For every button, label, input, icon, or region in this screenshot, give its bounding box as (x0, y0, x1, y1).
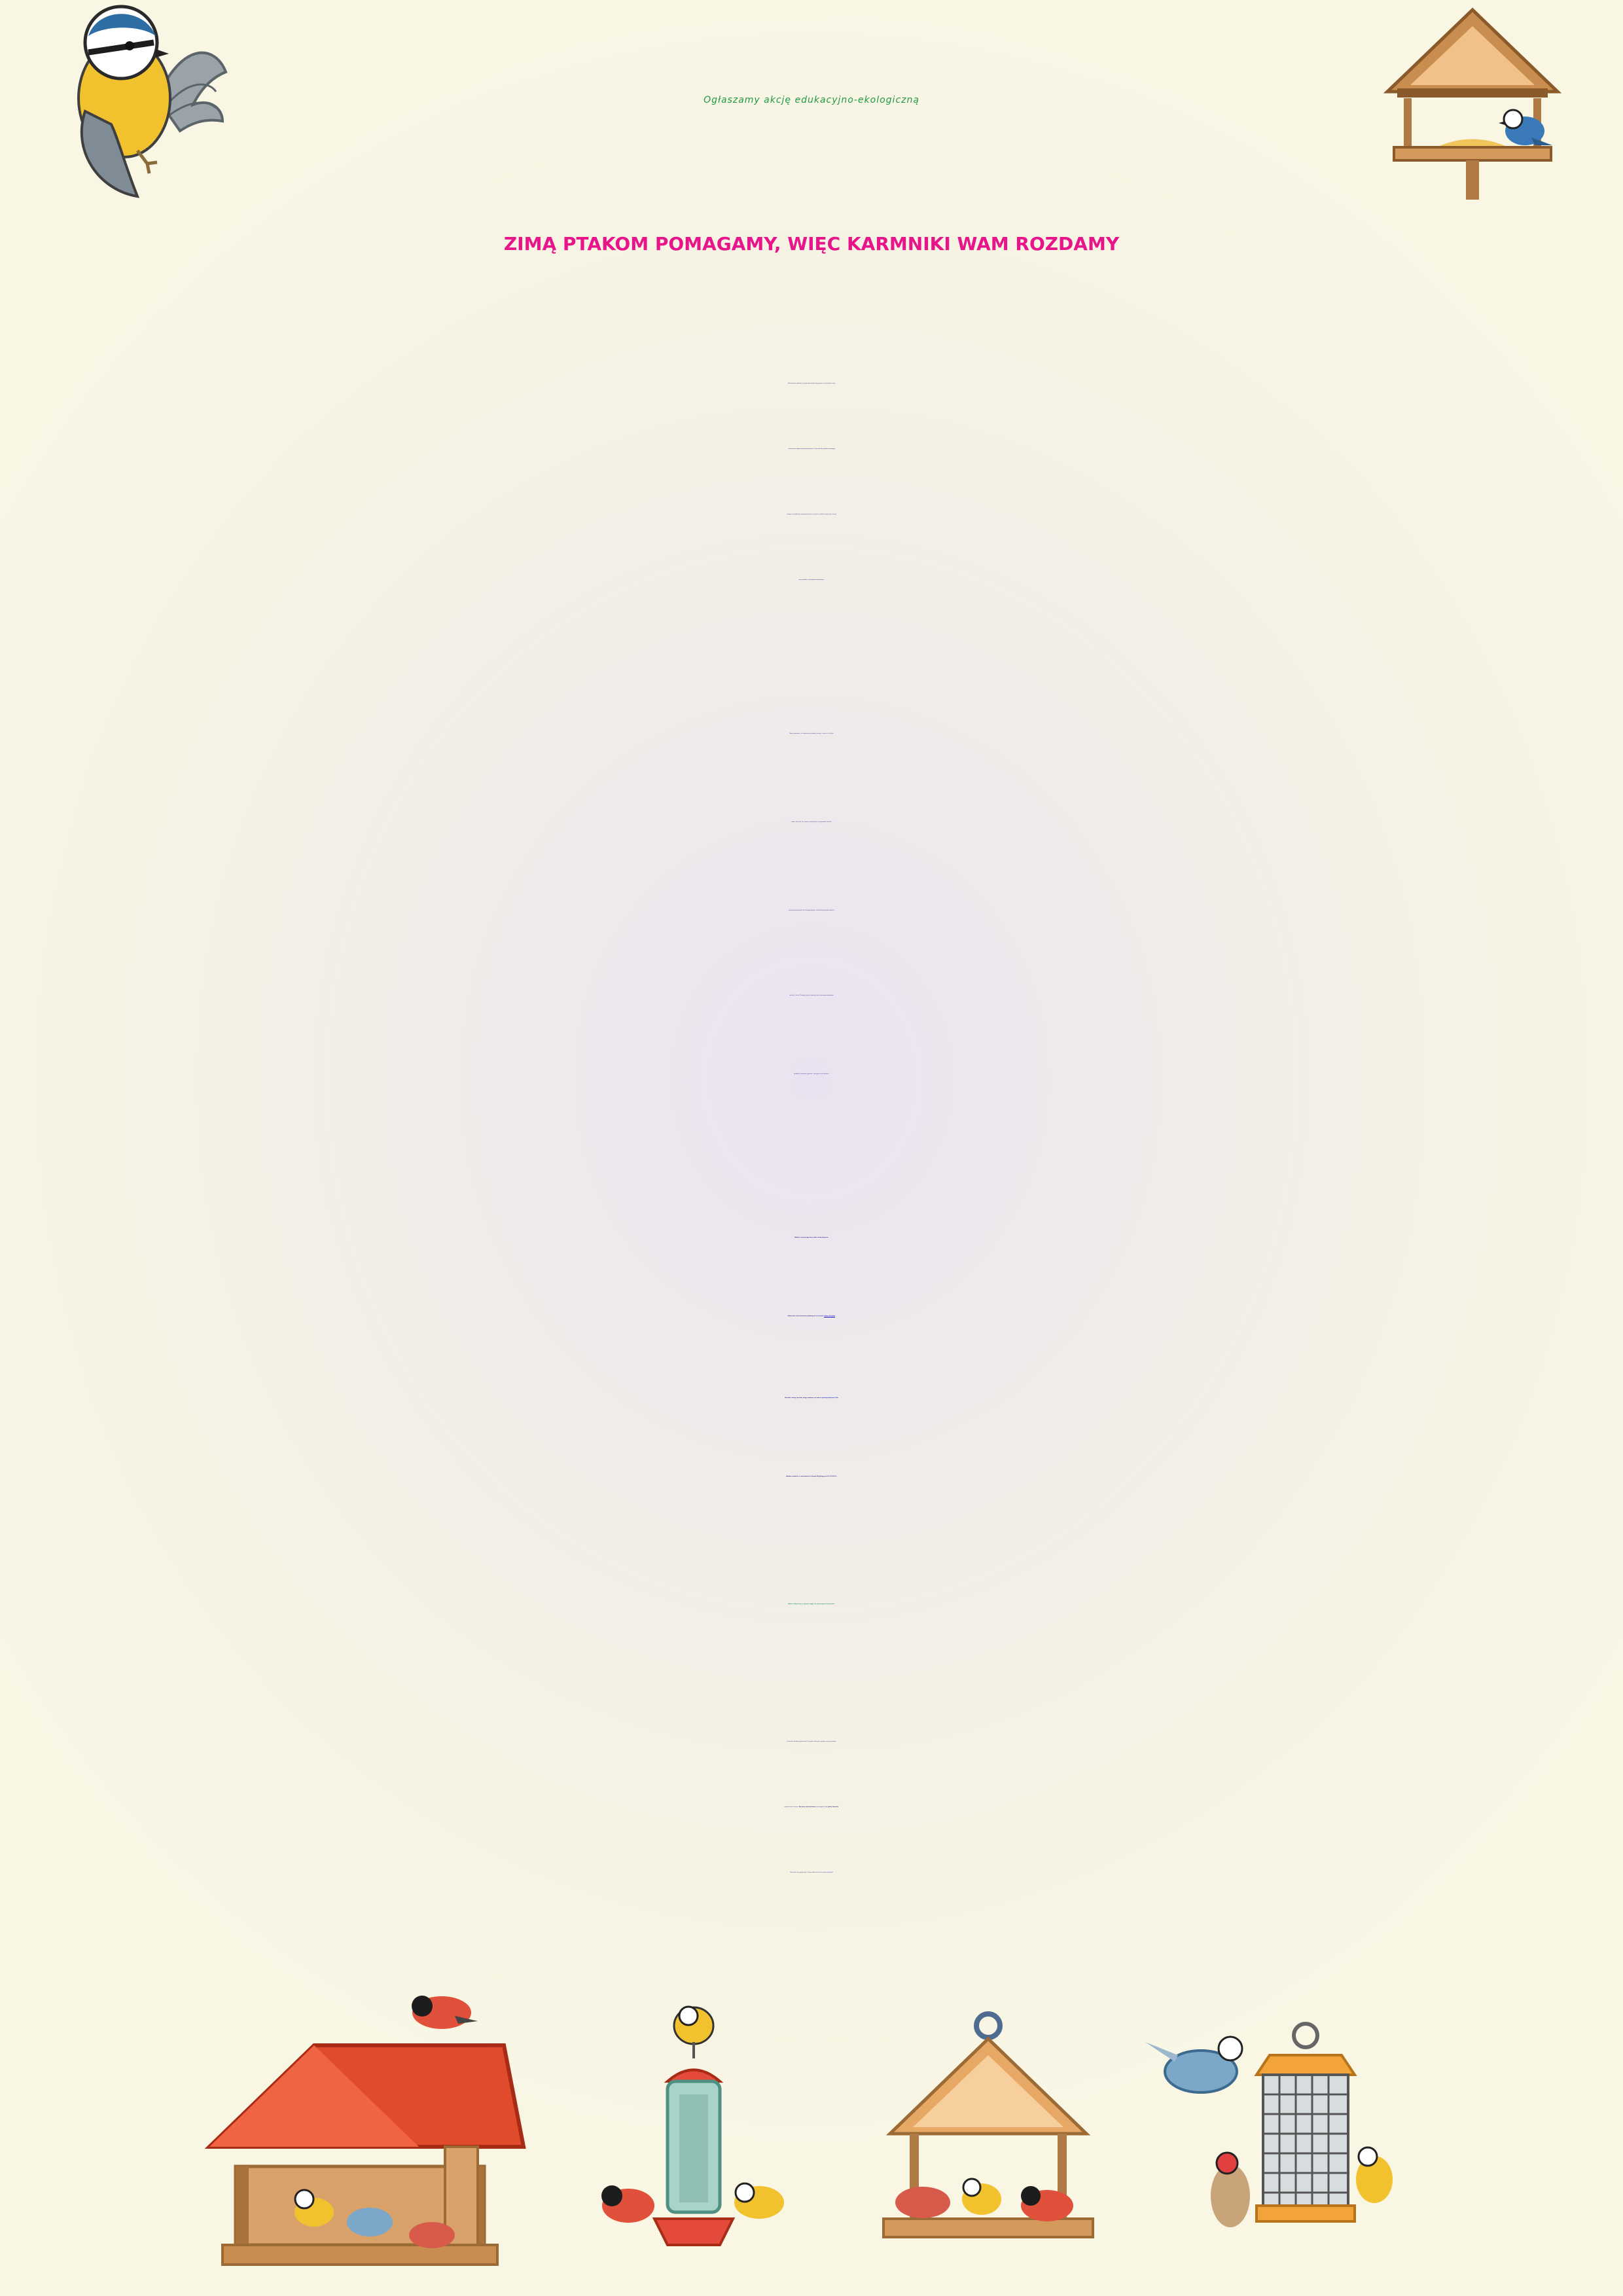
eligibility-line: Udział w akcji mogą brać tylko osoby fizyczne, (794, 1237, 829, 1238)
paragraph-line: przyzwyczaimy ptaki do naszego ogrodu, odwiedzać go będą również (789, 910, 834, 911)
recruitment-line: Nabór odbywa się w sposób ciągły, do wyczerpania karmników. (788, 1604, 835, 1605)
website-link[interactable]: www.strykow.pl (823, 1872, 833, 1873)
limits-bold-text: jeden karmnik (827, 1806, 838, 1808)
tube-feeder-icon (576, 1996, 812, 2265)
period-text: . (834, 1316, 836, 1317)
limits-bold-text: Na daną nieruchomość (798, 1806, 816, 1808)
area-text: na terenie (815, 1316, 825, 1317)
gmina-link[interactable]: Gminy Stryków (824, 1316, 835, 1317)
paragraph-line: dobry uczynek, ale również inwestycja na przyszłość. Bo jeśli (791, 821, 832, 823)
eligibility-line: składać osobiście w sekretariacie Urzędu Miejskiego od 01.10.2024 r. (785, 1476, 838, 1477)
eligibility-line (0, 1397, 1623, 1399)
paragraph-line: wiosną i latem. Pomogą chronić uprawy oraz zmniejszyć populację (789, 995, 834, 996)
paragraph-line: Dokarmianie ptaków to wspaniała okazja, aby pomóc im przetrwać zimę (787, 383, 836, 384)
eligibility-text: właściciele nieruchomości położonych (787, 1316, 816, 1317)
birdhouse-feeder-icon (196, 1996, 537, 2271)
email-or-text: lub (835, 1397, 838, 1399)
platform-feeder-icon (857, 2009, 1119, 2265)
email-link[interactable]: stykow@strykow.pl (821, 1397, 836, 1399)
email-intro-text: Wnioski należy przesłać drogą mailową na adres (785, 1397, 821, 1399)
limits-text: przysługuje tylko (815, 1806, 828, 1808)
eligibility-line (0, 1316, 1623, 1317)
paragraph-line: Warto pamiętać, że dokarmianie ptaków jesienią i zimą to nie tylko (789, 733, 834, 734)
limits-text: . (838, 1806, 839, 1808)
cage-feeder-icon (1139, 2016, 1414, 2278)
limits-text: Pozostałe szczegóły akcji i wzory dokumentów na (790, 1872, 823, 1873)
limits-line: Liczba karmników ograniczona! Decyduje kolejność wpływu oraz pozytywne (786, 1741, 837, 1742)
main-headline: ZIMĄ PTAKOM POMAGAMY, WIĘC KARMNIKI WAM ROZDAMY (503, 233, 1120, 255)
paragraph-line: mają problem z dostępnością pokarmu. (798, 579, 825, 581)
paragraph-line: naszym skrzydlatym sprzymierzeńcom w okresie niskich temperatur, kiedy (787, 514, 836, 515)
limits-line (0, 1806, 1623, 1808)
intro-heading: Ogłaszamy akcję edukacyjno-ekologiczną (704, 95, 919, 105)
limits-line (0, 1872, 1623, 1873)
limits-text: rozpatrzenie wniosku. (784, 1806, 799, 1808)
paragraph-line: owadów, ślimaków i gąsienic, żerujących na roślinach. (793, 1073, 830, 1075)
paragraph-line: i dostarczyć odpowiedniego pożywienia. Karmniki dla ptaków pomagają (788, 448, 835, 450)
